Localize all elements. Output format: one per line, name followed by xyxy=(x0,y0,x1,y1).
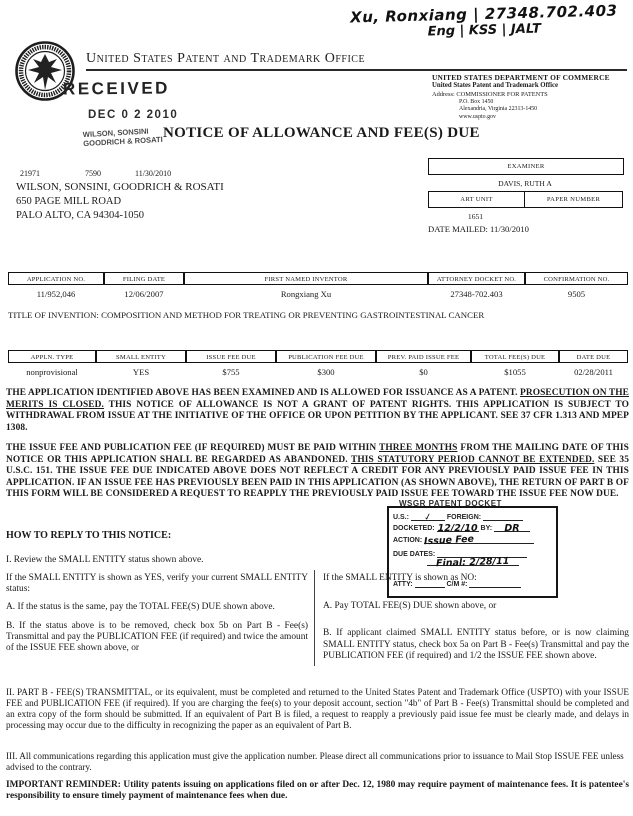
docket-action-row xyxy=(393,533,552,548)
due-dates-label: DUE DATES: xyxy=(393,551,436,558)
issue-fee-paragraph xyxy=(6,443,629,501)
application-table-row xyxy=(8,289,628,299)
fee-table-row xyxy=(8,367,628,377)
publication-fee-due: $300 xyxy=(317,367,335,377)
no-option-b: B. If applicant claimed SMALL ENTITY status before, or is now claiming SMALL ENTITY status, check box 5a on Part B - Fee(s) Transmittal and pay the PUBLICATION FEE (if required) and 1/2 the ISSUE FEE shown above. xyxy=(323,628,629,661)
handwritten-annotation xyxy=(335,1,633,42)
commerce-line2: United States Patent and Trademark Office xyxy=(432,82,559,90)
col-issue-fee-due: ISSUE FEE DUE xyxy=(186,350,276,363)
docket-docketed-row xyxy=(393,523,552,532)
atty-label: ATTY: xyxy=(393,581,413,588)
yes-option-a: A. If the status is the same, pay the TOTAL FEE(S) DUE shown above. xyxy=(6,602,275,613)
firm-stamp-line2: GOODRICH & ROSATI xyxy=(83,135,164,149)
date-due: 02/28/2011 xyxy=(574,367,613,377)
action-label: ACTION: xyxy=(393,537,423,544)
fee-table xyxy=(8,350,628,377)
issuefee-seg3: FROM THE MAILING DATE OF THIS NOTICE OR THIS APPLICATION SHALL BE REGARDED AS ABANDONED. xyxy=(6,443,629,465)
docketed-label: DOCKETED: xyxy=(393,525,435,532)
addressee-name: WILSON, SONSINI, GOODRICH & ROSATI xyxy=(16,181,224,193)
how-to-reply-heading: HOW TO REPLY TO THIS NOTICE: xyxy=(6,530,172,541)
col-date-due: DATE DUE xyxy=(559,350,628,363)
allowance-seg3: THIS NOTICE OF ALLOWANCE IS NOT A GRANT OF PATENT RIGHTS. THIS APPLICATION IS SUBJECT TO WITHDRAWAL FROM ISSUE AT THE INITIATIVE OF THE OFFICE OR UPON PETITION BY THE APPLICANT. SEE 37 CFR 1.313 AND MPEP 1308. xyxy=(6,399,629,433)
application-no: 11/952,046 xyxy=(36,289,76,299)
art-unit-label-box: ART UNIT xyxy=(428,191,525,208)
us-label: U.S.: xyxy=(393,514,409,521)
correspondence-date: 11/30/2010 xyxy=(135,169,172,178)
atty-blank xyxy=(415,579,445,588)
allowance-paragraph xyxy=(6,388,629,434)
firm-stamp-line1: WILSON, SONSINI xyxy=(82,126,149,140)
final-date-handwritten: Final: 2/28/11 xyxy=(436,555,510,570)
header-divider xyxy=(86,69,627,71)
commerce-url: www.uspto.gov xyxy=(459,114,496,121)
issuefee-seg5: SEE 35 U.S.C. 151. THE ISSUE FEE DUE INDICATED ABOVE DOES NOT REFLECT A CREDIT FOR ANY PREVIOUSLY PAID ISSUE FEE IN THIS APPLICATION. IF AN ISSUE FEE HAS PREVIOUSLY BEEN PAID IN THIS APPLICATION (AS SHOWN ABOVE), THE RETURN OF PART B OF THIS FORM WILL BE CONSIDERED A REQUEST TO REAPPLY THE PREVIOUSLY PAID ISSUE FEE TOWARD THE ISSUE FEE NOW DUE. xyxy=(6,454,630,499)
handwritten-inventor-docket: Xu, Ronxiang | 27348.702.403 xyxy=(349,1,618,27)
yes-intro: If the SMALL ENTITY is shown as YES, verify your current SMALL ENTITY status: xyxy=(6,573,308,595)
cm-blank xyxy=(469,579,521,588)
col-publication-fee-due: PUBLICATION FEE DUE xyxy=(276,350,376,363)
commerce-pobox: P.O. Box 1450 xyxy=(459,98,494,105)
column-divider xyxy=(314,570,315,666)
by-label: BY: xyxy=(480,525,493,532)
foreign-label: FOREIGN: xyxy=(446,514,482,521)
delivery-code: 7590 xyxy=(85,169,101,178)
us-checkmark: ✓ xyxy=(422,511,433,524)
communications-instructions: III. All communications regarding this application must give the application number. Please direct all communications prior to issuance to Mail Stop ISSUE FEE unless advised to the contrary. xyxy=(6,751,624,772)
page-title: NOTICE OF ALLOWANCE AND FEE(S) DUE xyxy=(163,125,480,141)
col-total-fees-due: TOTAL FEE(S) DUE xyxy=(471,350,559,363)
action-value-handwritten: Issue Fee xyxy=(423,533,475,548)
examiner-label-box: EXAMINER xyxy=(428,158,624,175)
issuefee-seg1: THE ISSUE FEE AND PUBLICATION FEE (IF REQUIRED) MUST BE PAID WITHIN xyxy=(6,443,379,453)
yes-option-b: B. If the status above is to be removed, check box 5b on Part B - Fee(s) Transmittal and pay the PUBLICATION FEE (if required) and twice the amount of the ISSUE FEE shown above, or xyxy=(6,620,308,654)
commerce-line1: UNITED STATES DEPARTMENT OF COMMERCE xyxy=(432,73,610,82)
received-stamp: RECEIVED xyxy=(62,78,170,99)
commerce-city: Alexandria, Virginia 22313-1450 xyxy=(459,106,538,113)
allowance-seg2: PROSECUTION ON THE MERITS IS CLOSED. xyxy=(6,388,629,410)
how-to-reply-step1: I. Review the SMALL ENTITY status shown above. xyxy=(6,555,204,565)
docket-final-row xyxy=(427,555,552,570)
col-small-entity: SMALL ENTITY xyxy=(96,350,186,363)
commerce-address-block xyxy=(432,73,630,122)
foreign-blank xyxy=(483,512,523,521)
paper-number-label-box: PAPER NUMBER xyxy=(524,191,623,208)
by-initials-handwritten: DR xyxy=(504,523,520,534)
first-named-inventor: Rongxiang Xu xyxy=(280,289,332,299)
col-confirmation-no: CONFIRMATION NO. xyxy=(525,272,628,285)
fee-table-header xyxy=(8,350,628,363)
total-fees-due: $1055 xyxy=(504,367,526,377)
application-table-header xyxy=(8,272,628,285)
wsgr-docket-stamp xyxy=(387,499,558,598)
cm-label: C/M #: xyxy=(446,581,468,588)
received-date-stamp: DEC 0 2 2010 xyxy=(88,109,179,121)
no-option-a: A. Pay TOTAL FEE(S) DUE shown above, or xyxy=(323,601,497,612)
commerce-line3: Address: COMMISSIONER FOR PATENTS xyxy=(432,90,548,98)
date-mailed: DATE MAILED: 11/30/2010 xyxy=(428,224,529,234)
firm-name-stamp xyxy=(83,126,163,149)
col-appln-type: APPLN. TYPE xyxy=(8,350,96,363)
title-of-invention: TITLE OF INVENTION: COMPOSITION AND METHOD FOR TREATING OR PREVENTING GASTROINTESTINAL CANCER xyxy=(8,310,485,320)
docket-us-foreign-row xyxy=(393,511,552,524)
issuefee-seg2: THREE MONTHS xyxy=(379,443,458,453)
addressee-street: 650 PAGE MILL ROAD xyxy=(16,196,122,207)
appln-type: nonprovisional xyxy=(26,367,78,377)
small-entity: YES xyxy=(132,367,150,377)
examiner-name: DAVIS, RUTH A xyxy=(498,179,552,188)
important-reminder: IMPORTANT REMINDER: Utility patents issuing on applications filed on or after Dec. 12, 1980 may require payment of maintenance fees. It is patentee's responsibility to ensure timely payment of maintenance fees when due. xyxy=(6,780,629,802)
col-filing-date: FILING DATE xyxy=(104,272,184,285)
attorney-docket-no: 27348-702.403 xyxy=(450,289,503,299)
confirmation-no: 9505 xyxy=(567,289,586,299)
docketed-date-handwritten: 12/2/10 xyxy=(437,523,478,534)
handwritten-codes: Eng | KSS | JALT xyxy=(427,21,542,40)
issuefee-seg4: THIS STATUTORY PERIOD CANNOT BE EXTENDED. xyxy=(351,454,595,465)
application-table xyxy=(8,272,628,299)
col-prev-paid-issue-fee: PREV. PAID ISSUE FEE xyxy=(376,350,471,363)
docket-atty-row xyxy=(393,579,552,588)
office-name: United States Patent and Trademark Office xyxy=(86,51,366,66)
allowance-seg1: THE APPLICATION IDENTIFIED ABOVE HAS BEEN EXAMINED AND IS ALLOWED FOR ISSUANCE AS A PATENT. xyxy=(6,388,521,398)
docket-stamp-title: WSGR PATENT DOCKET xyxy=(399,499,502,508)
issue-fee-due: $755 xyxy=(222,367,240,377)
small-entity-yes-column xyxy=(6,573,308,661)
col-application-no: APPLICATION NO. xyxy=(8,272,104,285)
col-attorney-docket-no: ATTORNEY DOCKET NO. xyxy=(428,272,525,285)
customer-number: 21971 xyxy=(20,169,40,178)
filing-date: 12/06/2007 xyxy=(124,289,164,299)
part-b-instructions: II. PART B - FEE(S) TRANSMITTAL, or its equivalent, must be completed and returned to the United States Patent and Trademark Office (USPTO) with your ISSUE FEE and PUBLICATION FEE (if required). If you are charging the fee(s) to your deposit account, section "4b" of Part B - Fee(s) Transmittal should be completed and an extra copy of the form should be submitted. If an equivalent of Part B is filed, a request to reapply a previously paid issue fee must be clearly made, and delays in processing may occur due to the difficulty in recognizing the paper as an equivalent of Part B. xyxy=(6,687,629,730)
prev-paid-issue-fee: $0 xyxy=(419,367,428,377)
art-unit-value: 1651 xyxy=(467,212,484,221)
col-first-named-inventor: FIRST NAMED INVENTOR xyxy=(184,272,428,285)
addressee-city: PALO ALTO, CA 94304-1050 xyxy=(16,210,144,221)
no-intro: If the SMALL ENTITY is shown as NO: xyxy=(323,573,477,583)
